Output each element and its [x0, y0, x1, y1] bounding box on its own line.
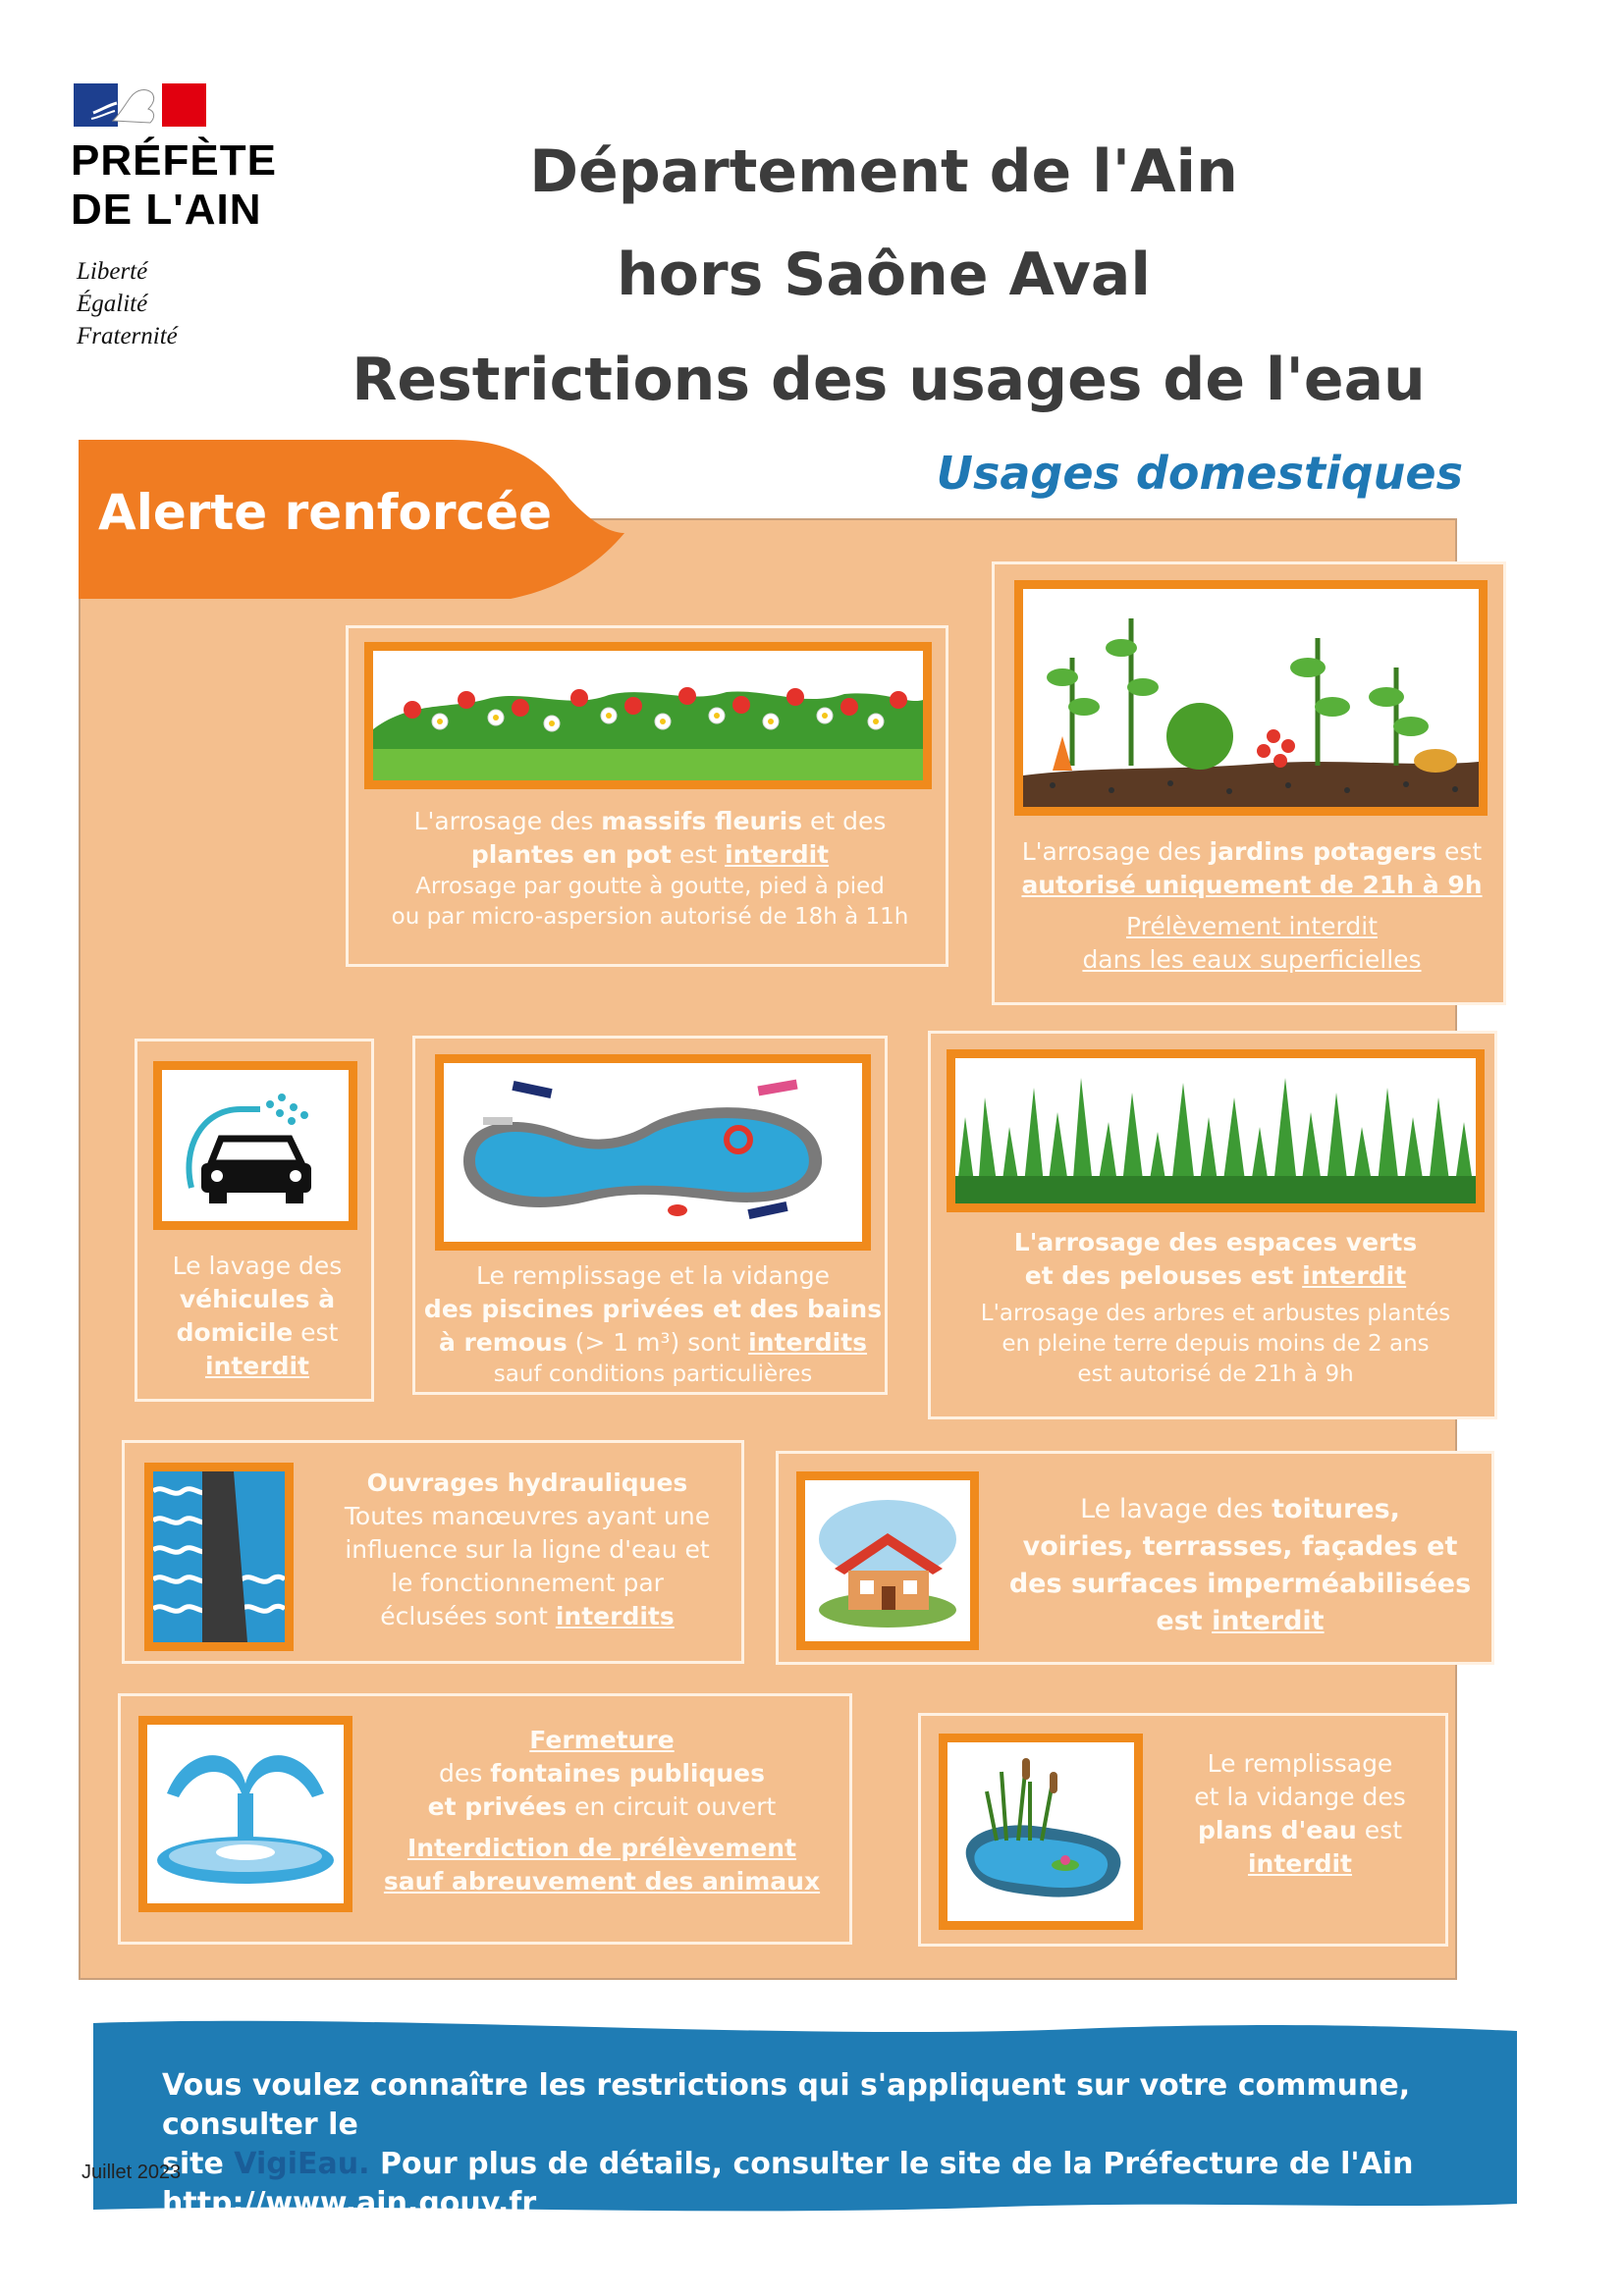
- plans-eau-text: Le remplissage et la vidange des plans d'eau est interdit: [1194, 1749, 1406, 1878]
- motto-egalite: Égalité: [77, 291, 148, 317]
- card-fontaines: [118, 1693, 852, 1945]
- motto-liberte: Liberté: [77, 258, 148, 285]
- car-wash-icon: [162, 1070, 349, 1221]
- card-piscines: [412, 1036, 888, 1395]
- massifs-text: L'arrosage des massifs fleuris et des plantes en pot est interdit Arrosage par goutte à goutte, pied à pied ou par micro-aspersion autorisé de 18h à 11h: [391, 807, 909, 930]
- pond-icon: [947, 1742, 1134, 1921]
- pool-illustration: [435, 1054, 871, 1251]
- espaces-verts-text: L'arrosage des espaces verts et des pelouses est interdit L'arrosage des arbres et arbustes plantés en pleine terre depuis moins de 2 ans est autorisé de 21h à 9h: [980, 1228, 1451, 1387]
- card-plans-eau: [918, 1713, 1448, 1947]
- alert-level-label: Alerte renforcée: [98, 484, 553, 541]
- subtitle-usages: Usages domestiques: [936, 447, 1463, 500]
- house-icon: [805, 1480, 970, 1641]
- grass-icon: [955, 1058, 1476, 1203]
- card-jardins-potagers: [992, 561, 1506, 1005]
- logo-line-1: PRÉFÈTE: [71, 136, 277, 185]
- fountain-illustration: [138, 1716, 352, 1912]
- title-line-1: Département de l'Ain: [529, 137, 1238, 206]
- dam-illustration: [144, 1463, 294, 1651]
- vehicules-text: Le lavage des véhicules à domicile est interdit: [172, 1252, 343, 1380]
- card-lavage-vehicules: [135, 1039, 374, 1402]
- card-ouvrages-hydrauliques: [122, 1440, 744, 1664]
- prefecture-url[interactable]: http://www.ain.gouv.fr: [162, 2186, 537, 2220]
- title-line-3: Restrictions des usages de l'eau: [352, 346, 1426, 414]
- fountain-icon: [147, 1725, 344, 1903]
- car-wash-illustration: [153, 1061, 357, 1230]
- flowers-illustration: [364, 642, 932, 789]
- logo-line-2: DE L'AIN: [71, 186, 262, 234]
- house-illustration: [796, 1471, 979, 1650]
- vegetable-garden-icon: [1023, 589, 1479, 807]
- swimming-pool-icon: [444, 1063, 862, 1242]
- piscines-text: Le remplissage et la vidange des piscines privées et des bains à remous (> 1 m³) sont interdits sauf conditions particulières: [423, 1261, 883, 1387]
- dam-icon: [153, 1471, 285, 1642]
- potagers-text: L'arrosage des jardins potagers est autorisé uniquement de 21h à 9h Prélèvement interdit dans les eaux superficielles: [1021, 837, 1483, 974]
- document-date: Juillet 2023: [81, 2162, 182, 2183]
- grass-illustration: [947, 1049, 1485, 1212]
- marianne-flag-icon: [74, 83, 206, 127]
- fontaines-text: Fermeture des fontaines publiques et privées en circuit ouvert Interdiction de prélèvement sauf abreuvement des animaux: [383, 1726, 821, 1896]
- card-lavage-toitures: [776, 1451, 1494, 1665]
- pond-illustration: [939, 1734, 1143, 1930]
- vegetable-garden-illustration: [1014, 580, 1488, 816]
- info-banner-text: Vous voulez connaître les restrictions qui s'appliquent sur votre commune, consulter le site VigiEau. Pour plus de détails, consulter le site de la Préfecture de l'Ain http://www.ain.gouv.fr: [162, 2066, 1517, 2223]
- vigieau-link[interactable]: VigiEau.: [234, 2147, 370, 2181]
- toitures-text: Le lavage des toitures, voiries, terrasses, façades et des surfaces imperméabilisées est interdit: [1008, 1494, 1472, 1636]
- card-espaces-verts: [928, 1031, 1497, 1419]
- card-massifs-fleuris: [346, 625, 948, 967]
- flower-bed-icon: [373, 651, 923, 780]
- title-line-2: hors Saône Aval: [617, 240, 1151, 309]
- ouvrages-text: Ouvrages hydrauliques Toutes manœuvres ayant une influence sur la ligne d'eau et le fonctionnement par éclusées sont interdits: [344, 1468, 711, 1630]
- motto-fraternite: Fraternité: [77, 323, 178, 349]
